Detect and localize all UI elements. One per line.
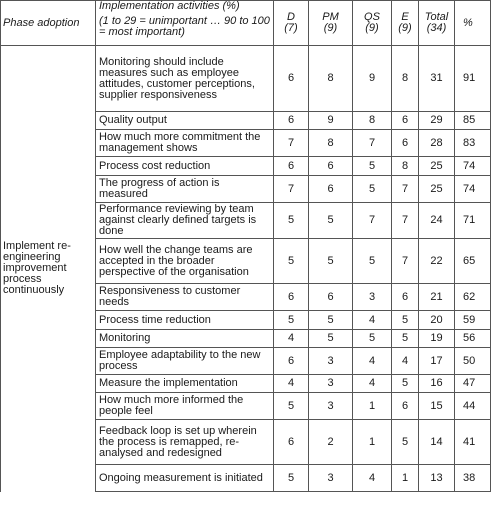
score-cell-pm: 3 [309,348,353,375]
header-col-label: % [463,16,473,29]
score-cell-d: 6 [274,348,309,375]
score-cell-qs: 4 [353,465,392,492]
score-cell-pm: 6 [309,157,353,176]
header-col-count: (9) [398,22,412,34]
score-cell-total: 14 [419,420,455,465]
score-cell-total: 25 [419,157,455,176]
activity-cell: Ongoing measurement is initiated [96,465,274,492]
percent-cell: 85 [455,112,491,130]
score-cell-qs: 8 [353,112,392,130]
activity-cell: Employee adaptability to the new process [96,348,274,375]
score-cell-pm: 5 [309,239,353,284]
phase-label: Implement re-engineering improvement process continuously [1,46,96,492]
header-col-label: E [401,11,409,23]
score-cell-total: 16 [419,375,455,393]
header-phase-adoption: Phase adoption [1,1,96,46]
header-implementation-activities [96,1,274,46]
percent-cell: 62 [455,284,491,311]
header-col-count: (9) [323,22,338,34]
score-cell-d: 6 [274,46,309,112]
score-cell-pm: 5 [309,311,353,330]
score-cell-pm: 5 [309,203,353,239]
score-cell-e: 6 [392,284,419,311]
activity-cell: Responsiveness to customer needs [96,284,274,311]
header-col-d [274,1,309,46]
score-cell-d: 6 [274,420,309,465]
percent-cell: 65 [455,239,491,284]
header-col-count: (7) [284,22,298,34]
score-cell-qs: 1 [353,393,392,420]
header-col-percent [455,1,491,46]
score-cell-e: 5 [392,311,419,330]
activity-cell: Measure the implementation [96,375,274,393]
score-cell-pm: 3 [309,375,353,393]
score-cell-qs: 7 [353,203,392,239]
percent-cell: 44 [455,393,491,420]
score-cell-e: 7 [392,239,419,284]
score-cell-d: 5 [274,311,309,330]
score-cell-total: 29 [419,112,455,130]
score-cell-d: 6 [274,157,309,176]
header-col-label: QS [364,11,380,23]
score-cell-qs: 5 [353,239,392,284]
activity-cell: How much more commitment the management shows [96,130,274,157]
score-cell-qs: 5 [353,330,392,348]
score-cell-e: 1 [392,465,419,492]
percent-cell: 74 [455,157,491,176]
score-cell-d: 5 [274,203,309,239]
percent-cell: 50 [455,348,491,375]
header-activities-scale: (1 to 29 = unimportant … 90 to 100 = most important) [99,15,270,38]
score-cell-total: 28 [419,130,455,157]
score-cell-total: 19 [419,330,455,348]
score-cell-d: 5 [274,239,309,284]
score-cell-total: 25 [419,176,455,203]
score-cell-pm: 8 [309,46,353,112]
score-cell-d: 4 [274,375,309,393]
activity-cell: How well the change teams are accepted in the broader perspective of the organisation [96,239,274,284]
percent-cell: 38 [455,465,491,492]
score-cell-e: 4 [392,348,419,375]
activity-cell: How much more informed the people feel [96,393,274,420]
activity-cell: Process cost reduction [96,157,274,176]
score-cell-d: 7 [274,130,309,157]
score-cell-total: 21 [419,284,455,311]
score-cell-qs: 9 [353,46,392,112]
score-cell-total: 22 [419,239,455,284]
score-cell-pm: 3 [309,393,353,420]
score-cell-pm: 6 [309,284,353,311]
score-cell-qs: 4 [353,348,392,375]
score-cell-pm: 6 [309,176,353,203]
header-col-total [419,1,455,46]
score-cell-d: 6 [274,284,309,311]
header-col-label: PM [322,11,339,23]
activity-cell: Feedback loop is set up wherein the process is remapped, re-analysed and redesigned [96,420,274,465]
score-cell-pm: 9 [309,112,353,130]
score-cell-e: 5 [392,375,419,393]
score-cell-total: 15 [419,393,455,420]
percent-cell: 83 [455,130,491,157]
score-cell-e: 7 [392,176,419,203]
score-cell-d: 7 [274,176,309,203]
score-cell-d: 4 [274,330,309,348]
score-cell-d: 6 [274,112,309,130]
activity-cell: The progress of action is measured [96,176,274,203]
percent-cell: 47 [455,375,491,393]
score-cell-qs: 5 [353,157,392,176]
score-cell-d: 5 [274,465,309,492]
header-col-count: (34) [426,22,447,34]
percent-cell: 59 [455,311,491,330]
score-cell-e: 5 [392,330,419,348]
score-cell-e: 8 [392,157,419,176]
header-col-e [392,1,419,46]
activity-cell: Quality output [96,112,274,130]
percent-cell: 91 [455,46,491,112]
score-cell-e: 6 [392,112,419,130]
score-cell-pm: 8 [309,130,353,157]
score-cell-qs: 4 [353,375,392,393]
score-cell-qs: 1 [353,420,392,465]
percent-cell: 71 [455,203,491,239]
score-cell-e: 6 [392,393,419,420]
activity-cell: Monitoring [96,330,274,348]
score-cell-e: 7 [392,203,419,239]
score-cell-qs: 3 [353,284,392,311]
percent-cell: 74 [455,176,491,203]
score-cell-d: 5 [274,393,309,420]
score-cell-qs: 5 [353,176,392,203]
score-cell-e: 5 [392,420,419,465]
activity-cell: Monitoring should include measures such as employee attitudes, customer perceptions, supplier responsiveness [96,46,274,112]
score-cell-total: 13 [419,465,455,492]
score-cell-pm: 3 [309,465,353,492]
score-cell-e: 6 [392,130,419,157]
score-cell-qs: 4 [353,311,392,330]
header-col-count: (9) [365,22,379,34]
percent-cell: 56 [455,330,491,348]
score-cell-total: 20 [419,311,455,330]
score-cell-qs: 7 [353,130,392,157]
score-cell-pm: 2 [309,420,353,465]
header-col-pm [309,1,353,46]
percent-cell: 41 [455,420,491,465]
activity-cell: Process time reduction [96,311,274,330]
score-cell-pm: 5 [309,330,353,348]
table-body [1,46,491,492]
table-row [1,46,491,112]
header-row [1,1,491,46]
score-cell-e: 8 [392,46,419,112]
header-col-label: D [287,11,295,23]
score-cell-total: 17 [419,348,455,375]
header-activities-title: Implementation activities (%) [99,0,240,12]
header-col-label: Total [424,11,449,23]
score-cell-total: 24 [419,203,455,239]
score-cell-total: 31 [419,46,455,112]
header-col-qs [353,1,392,46]
activity-cell: Performance reviewing by team against clearly defined targets is done [96,203,274,239]
